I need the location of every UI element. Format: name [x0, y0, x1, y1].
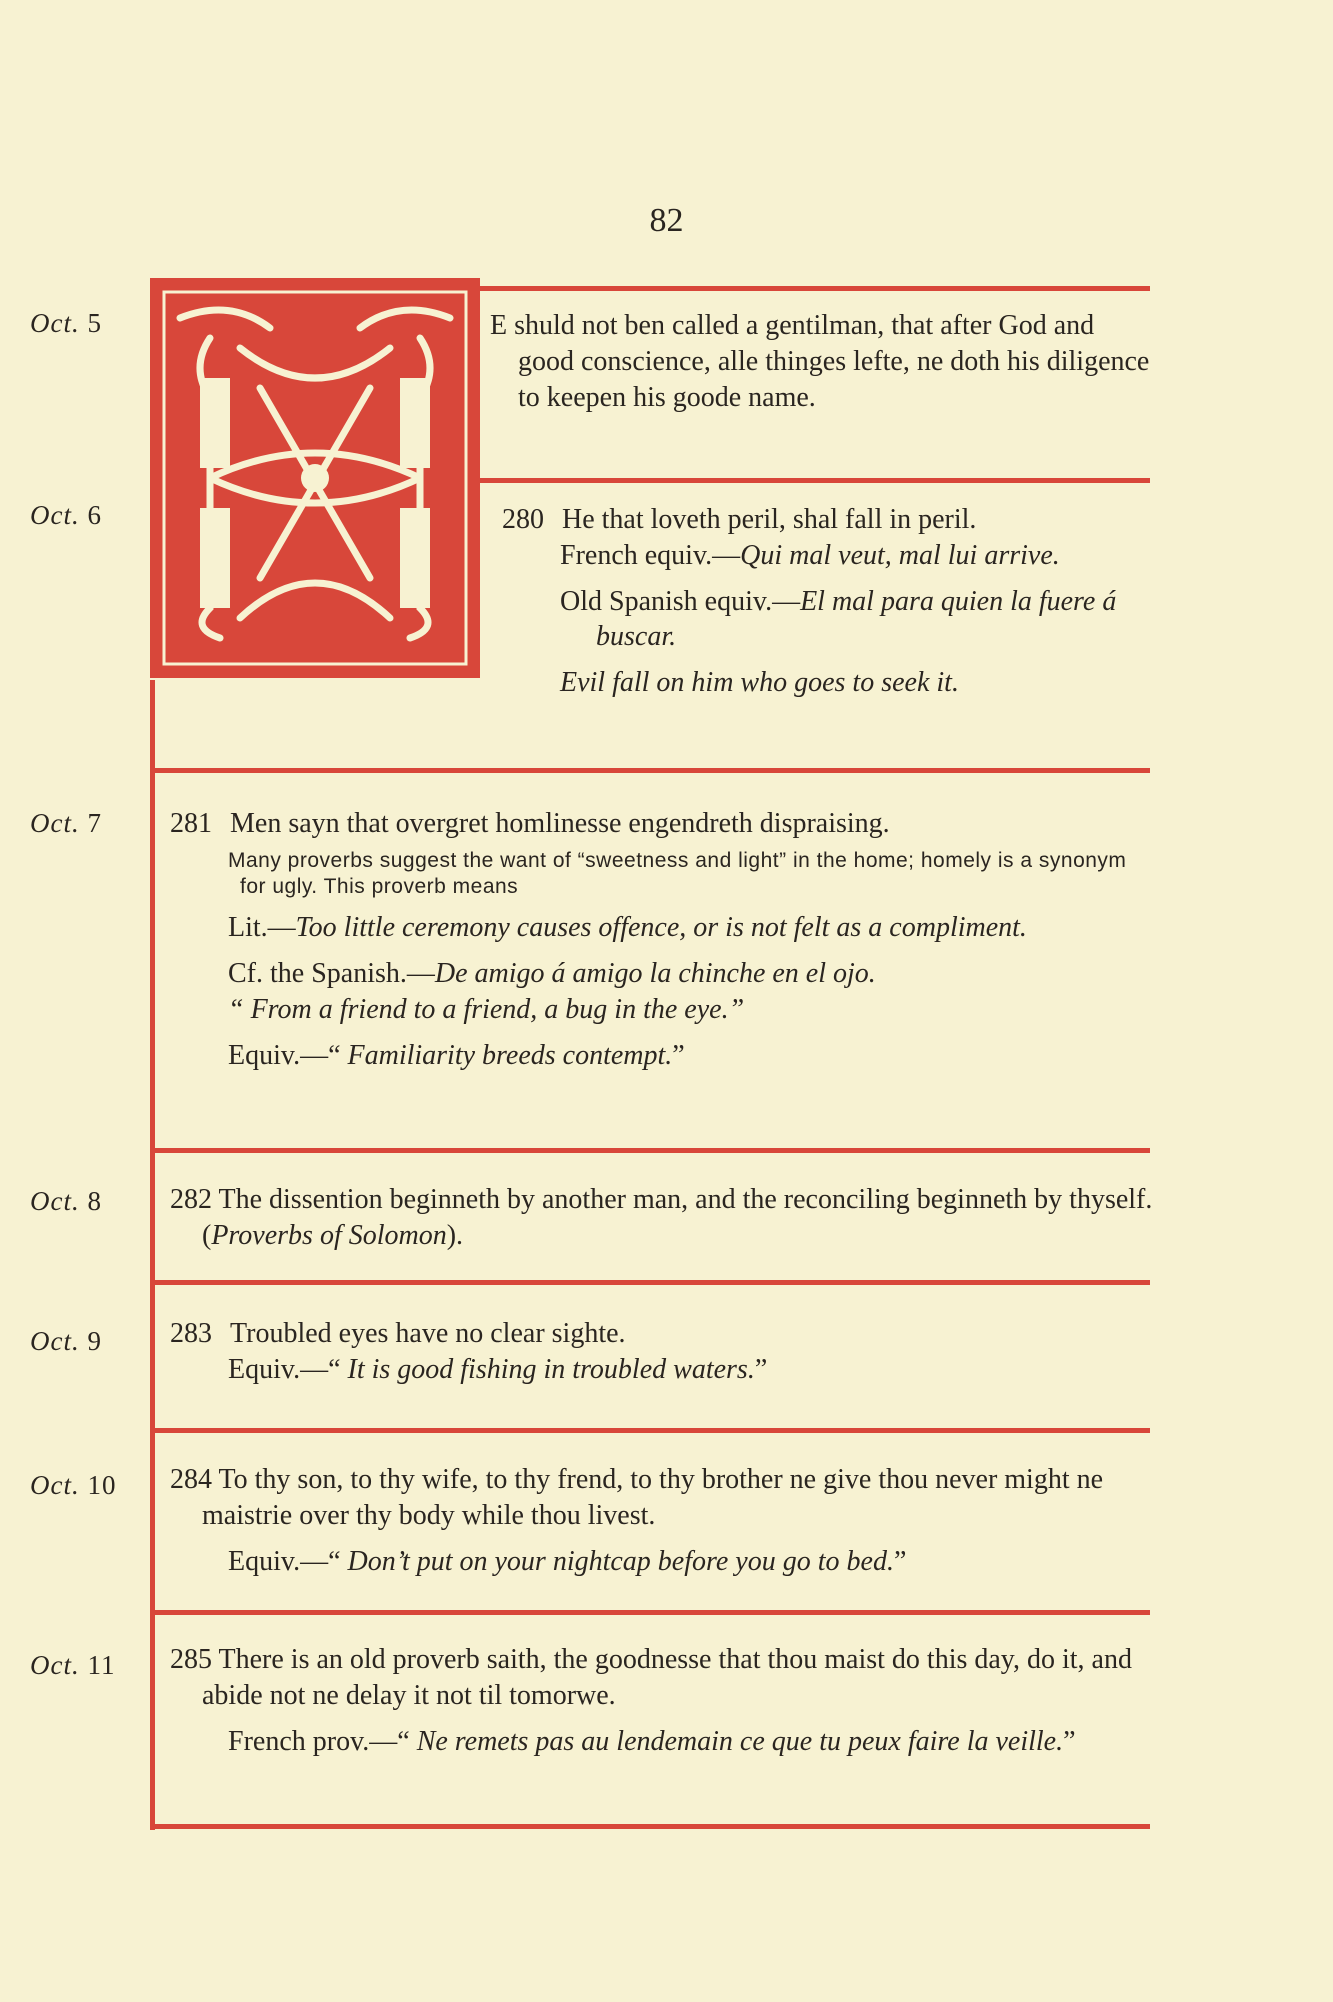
- entry-283: 283 Troubled eyes have no clear sighte. Equiv.—“ It is good fishing in troubled waters.”: [170, 1318, 768, 1385]
- entry-number: 284: [170, 1464, 212, 1495]
- entry-285: 285 There is an old proverb saith, the goodnesse that thou maist do this day, do it, and abide not ne delay it not til tomorwe. French prov.—“ Ne remets pas au lendemain ce que tu peux faire la veille.”: [170, 1644, 1132, 1757]
- date-oct-7: Oct. 7: [30, 808, 102, 838]
- proverb-text: To thy son, to thy wife, to thy frend, to thy brother ne give thou never might ne maistrie over thy body while thou livest.: [202, 1464, 1104, 1531]
- entry-280: 280 He that loveth peril, shal fall in peril. French equiv.—Qui mal veut, mal lui arrive. Old Spanish equiv.—El mal para quien la fuere á buscar. Evil fall on him who goes to seek it.: [502, 502, 1155, 701]
- rule-after-280: [150, 768, 1150, 773]
- french-proverb: Ne remets pas au lendemain ce que tu peux faire la veille.: [416, 1725, 1064, 1757]
- editorial-note: Many proverbs suggest the want of “sweetness and light” in the home; homely is a synonym for ugly. This proverb means: [228, 848, 1127, 899]
- date-oct-5: Oct. 5: [30, 308, 102, 338]
- source: Proverbs of Solomon: [211, 1219, 447, 1251]
- spanish-comparison: De amigo á amigo la chinche en el ojo.: [434, 958, 876, 990]
- rule-after-284: [150, 1610, 1150, 1615]
- entry-intro: [490, 308, 1155, 415]
- english-equivalent: It is good fishing in troubled waters.: [347, 1353, 755, 1385]
- entry-number: 282: [170, 1184, 212, 1215]
- english-equivalent: Familiarity breeds contempt.: [347, 1039, 673, 1071]
- rule-after-281: [150, 1148, 1150, 1153]
- frame-left-rule: [150, 680, 155, 1830]
- rule-bottom: [150, 1824, 1150, 1829]
- proverb-text: There is an old proverb saith, the goodnesse that thou maist do this day, do it, and abide not ne delay it not til tomorwe.: [202, 1644, 1132, 1711]
- spanish-equivalent: El mal para quien la fuere á buscar.: [596, 585, 1117, 653]
- entry-number: 281: [170, 808, 212, 839]
- entry-number: 280: [502, 504, 544, 535]
- entry-intro-text: E shuld not ben called a gentilman, that after God and good conscience, alle thinges lefte, ne doth his diligence to keepen his goode name.: [490, 310, 1150, 413]
- proverb-text: Men sayn that overgret homlinesse engendreth dispraising.: [230, 808, 890, 839]
- spanish-translation: “ From a friend to a friend, a bug in the eye.”: [228, 993, 745, 1025]
- proverb-text: He that loveth peril, shal fall in peril.: [562, 504, 977, 535]
- rule-after-intro: [480, 478, 1150, 483]
- translation: Evil fall on him who goes to seek it.: [560, 667, 959, 699]
- date-oct-6: Oct. 6: [30, 500, 102, 530]
- entry-284: 284 To thy son, to thy wife, to thy frend, to thy brother ne give thou never might ne maistrie over thy body while thou livest. Equiv.—“ Don’t put on your nightcap before you go to bed.”: [170, 1464, 1104, 1577]
- entry-282: 282 The dissention beginneth by another man, and the reconciling beginneth by thyself. (Proverbs of Solomon).: [170, 1184, 1153, 1251]
- date-oct-11: Oct. 11: [30, 1650, 116, 1680]
- decorated-initial-h-icon: [150, 278, 480, 678]
- entry-281: 281 Men sayn that overgret homlinesse engendreth dispraising. Many proverbs suggest the want of “sweetness and light” in the home; homely is a synonym for ugly. This proverb means Lit.—Too little ceremony causes offence, or is not felt as a compliment. Cf. the Spanish.—De amigo á amigo la chinche en el ojo. “ From a friend to a friend, a bug in the eye.” Equiv.—“ Familiarity breeds contempt.”: [170, 806, 1155, 1074]
- date-oct-9: Oct. 9: [30, 1326, 102, 1356]
- english-equivalent: Don’t put on your nightcap before you go to bed.: [347, 1545, 894, 1577]
- french-equivalent: Qui mal veut, mal lui arrive.: [740, 539, 1060, 571]
- rule-after-283: [150, 1428, 1150, 1433]
- page-number: 82: [649, 202, 684, 239]
- proverb-text: The dissention beginneth by another man, and the reconciling beginneth by thyself.: [218, 1184, 1153, 1215]
- rule-after-282: [150, 1280, 1150, 1285]
- proverb-text: Troubled eyes have no clear sighte.: [230, 1318, 626, 1349]
- entry-number: 285: [170, 1644, 212, 1675]
- entry-number: 283: [170, 1318, 212, 1349]
- date-oct-8: Oct. 8: [30, 1186, 102, 1216]
- date-oct-10: Oct. 10: [30, 1470, 117, 1500]
- rule-top: [480, 286, 1150, 291]
- literal-meaning: Too little ceremony causes offence, or is not felt as a compliment.: [295, 912, 1027, 944]
